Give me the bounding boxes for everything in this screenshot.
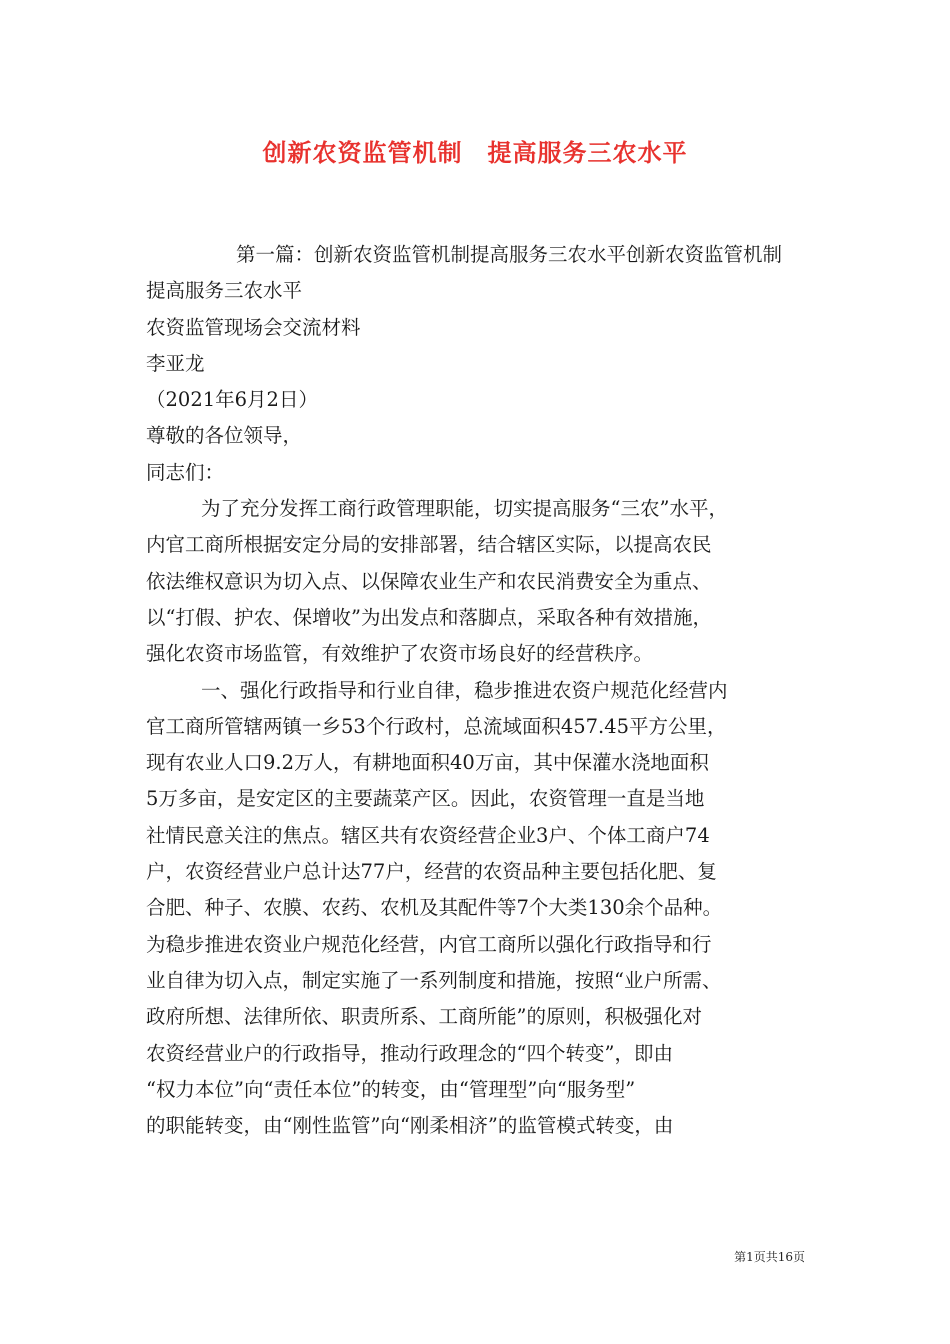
- line-greeting-1: 尊敬的各位领导，: [146, 424, 303, 448]
- first-paragraph: 第一篇：创新农资监管机制提高服务三农水平创新农资监管机制: [236, 243, 783, 266]
- line-material: 农资监管现场会交流材料: [146, 315, 361, 339]
- line-author: 李亚龙: [146, 351, 205, 375]
- page-indicator: 第1页共16页: [734, 1250, 805, 1264]
- document-body: [146, 237, 806, 1144]
- line-service: 提高服务三农水平: [146, 279, 303, 303]
- paragraph-section-1: 一、强化行政指导和行业自律，稳步推进农资户规范化经营内 官工商所管辖两镇一乡53个行政村，总流域面积457.45平方公里， 现有农业人口9.2万人，有耕地面积40万亩，其中保灌水浇地面积 5万多亩，是安定区的主要蔬菜产区。因此，农资管理一直是当地 社情民意关注的焦点。辖区共有农资经营企业3户、个体工商户74 户，农资经营业户总计达77户，经营的农资品种主要包括化肥、复 合肥、种子、农膜、农药、农机及其配件等7个大类130余个品种。 为稳步推进农资业户规范化经营，内官工商所以强化行政指导和行 业自律为切入点，制定实施了一系列制度和措施，按照“业户所需、 政府所想、法律所依、职责所系、工商所能”的原则，积极强化对 农资经营业户的行政指导，推动行政理念的“四个转变”，即由 “权力本位”向“责任本位”的转变，由“管理型”向“服务型” 的职能转变，由“刚性监管”向“刚柔相济”的监管模式转变，由: [146, 678, 728, 1138]
- document-title: 创新农资监管机制 提高服务三农水平: [262, 138, 688, 167]
- line-greeting-2: 同志们：: [146, 460, 225, 484]
- paragraph-intro: 为了充分发挥工商行政管理职能，切实提高服务“三农”水平， 内官工商所根据安定分局的安排部署，结合辖区实际，以提高农民 依法维权意识为切入点、以保障农业生产和农民消费安全为重点、 以“打假、护农、保增收”为出发点和落脚点，采取各种有效措施， 强化农资市场监管，有效维护了农资市场良好的经营秩序。: [146, 497, 728, 666]
- line-date: （2021年6月2日）: [146, 388, 318, 412]
